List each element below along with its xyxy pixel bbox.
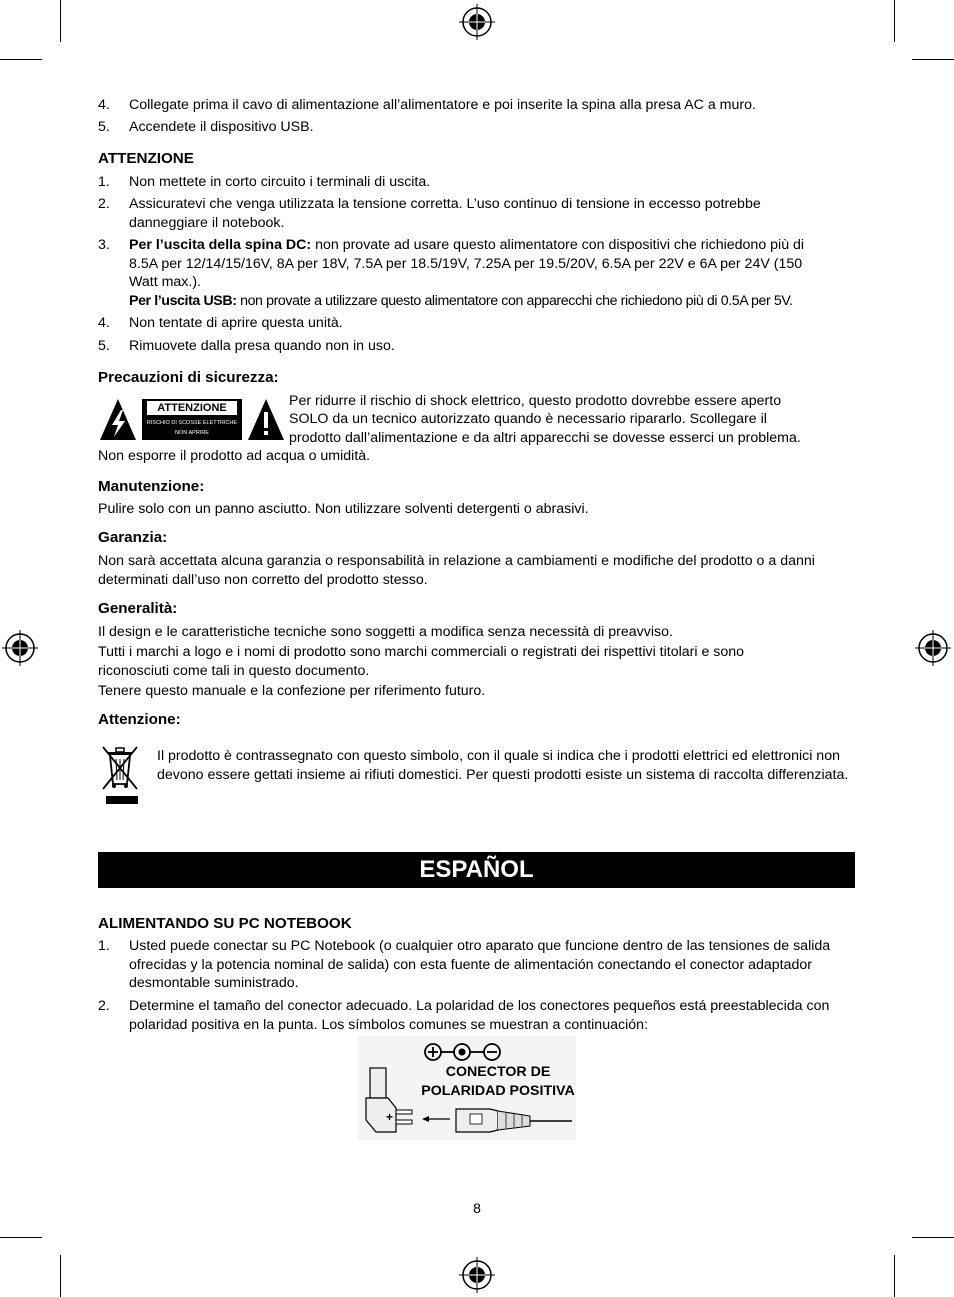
warning-subtext: RISCHIO DI SCOSSE ELETTRICHE <box>146 420 238 426</box>
paragraph: Pulire solo con un panno asciutto. Non utilizzare solventi detergenti o abrasivi. <box>98 501 589 517</box>
crop-mark <box>60 1255 61 1297</box>
weee-text: Il prodotto è contrassegnato con questo simbolo, con il quale si indica che i prodotti elettrici ed elettronici non devono essere gettati insieme ai rifiuti domestici. Per questi prodotti esiste un sistema di raccolta differenziata. <box>157 748 849 783</box>
warning-label-box <box>142 399 242 440</box>
section-heading: Manutenzione: <box>98 478 205 495</box>
exclamation-warning-icon <box>247 398 285 441</box>
list-number: 3. <box>98 237 110 253</box>
registration-mark-icon <box>2 630 38 666</box>
list-text: Non mettete in corto circuito i terminali di uscita. <box>129 174 431 190</box>
list-number: 1. <box>98 174 110 190</box>
section-heading: ATTENZIONE <box>98 150 194 167</box>
list-number: 2. <box>98 196 110 212</box>
crop-mark <box>912 1237 954 1238</box>
plus-sign: + <box>386 1110 394 1124</box>
safety-text: Per ridurre il rischio di shock elettrico, questo prodotto dovrebbe essere aperto <box>289 393 782 409</box>
warning-label: ATTENZIONE <box>147 401 237 415</box>
list-text-part: non provate a utilizzare questo alimentatore con apparecchi che richiedono più di 0.5A per 5V. <box>236 292 793 309</box>
section-heading: Garanzia: <box>98 529 168 546</box>
connector-label-line: CONECTOR DE <box>445 1064 551 1080</box>
crop-mark <box>912 59 954 60</box>
paragraph: Tenere questo manuale e la confezione per riferimento futuro. <box>98 683 486 699</box>
list-number: 4. <box>98 97 110 113</box>
warning-subtext: NON APRIRE <box>175 430 209 436</box>
weee-bin-icon <box>100 744 140 806</box>
safety-text: Non esporre il prodotto ad acqua o umidità. <box>98 448 371 464</box>
list-number: 5. <box>98 338 110 354</box>
crop-mark <box>0 1237 42 1238</box>
section-heading: ALIMENTANDO SU PC NOTEBOOK <box>98 915 352 932</box>
list-text: Accendete il dispositivo USB. <box>129 119 314 135</box>
language-section-title: ESPAÑOL <box>98 852 855 888</box>
bold-label: Per l’uscita della spina DC: <box>129 237 312 253</box>
connector-label <box>408 1063 588 1101</box>
list-text: Usted puede conectar su PC Notebook (o cualquier otro aparato que funcione dentro de las tensiones de salida ofrecidas y la potencia nominal de salida) con esta fuente de alimentación conectando el conector adaptador desmontable suministrado. <box>129 938 831 991</box>
lightning-warning-icon <box>99 398 137 441</box>
list-number: 4. <box>98 315 110 331</box>
registration-mark-icon <box>459 1257 495 1293</box>
safety-text: SOLO da un tecnico autorizzato quando è necessario ripararlo. Scollegare il <box>289 411 767 427</box>
bold-label: Per l’uscita USB: <box>129 292 237 309</box>
list-text: Non tentate di aprire questa unità. <box>129 315 343 331</box>
registration-mark-icon <box>459 4 495 40</box>
list-text: Collegate prima il cavo di alimentazione all’alimentatore e poi inserite la spina alla presa AC a muro. <box>129 97 756 113</box>
list-text: Assicuratevi che venga utilizzata la tensione corretta. L’uso continuo di tensione in eccesso potrebbe danneggiare il notebook. <box>129 196 761 231</box>
section-heading: Generalità: <box>98 600 178 617</box>
crop-mark <box>0 59 42 60</box>
list-number: 2. <box>98 998 110 1014</box>
list-number: 5. <box>98 119 110 135</box>
list-text <box>129 236 829 310</box>
list-number: 1. <box>98 938 110 954</box>
section-heading: Attenzione: <box>98 711 181 728</box>
paragraph: Il design e le caratteristiche tecniche sono soggetti a modifica senza necessità di preavviso. <box>98 624 673 640</box>
paragraph: Tutti i marchi a logo e i nomi di prodotto sono marchi commerciali o registrati dei rispettivi titolari e sono riconosciuti come tali in questo documento. <box>98 644 745 679</box>
list-text-part: non provate ad usare questo alimentatore con dispositivi che richiedono più di 8.5A per 12/14/15/16V, 8A per 18V, 7.5A per 18.5/19V, 7.25A per 19.5/20V, 6.5A per 22V e 6A per 24V (150 Watt max.). <box>129 237 805 290</box>
section-heading: Precauzioni di sicurezza: <box>98 369 279 386</box>
safety-text: prodotto dall’alimentazione e da altri apparecchi se dovesse esserci un problema. <box>289 430 801 446</box>
connector-label-line: POLARIDAD POSITIVA <box>421 1083 575 1099</box>
paragraph: Non sarà accettata alcuna garanzia o responsabilità in relazione a cambiamenti e modifiche del prodotto o a danni determinati dall’uso non corretto del prodotto stesso. <box>98 553 815 588</box>
crop-mark <box>60 0 61 42</box>
page-number: 8 <box>473 1200 481 1216</box>
list-text: Rimuovete dalla presa quando non in uso. <box>129 338 395 354</box>
crop-mark <box>894 1255 895 1297</box>
registration-mark-icon <box>915 630 951 666</box>
list-text: Determine el tamaño del conector adecuado. La polaridad de los conectores pequeños está preestablecida con polaridad positiva en la punta. Los símbolos comunes se muestran a continuación: <box>129 998 830 1033</box>
crop-mark <box>894 0 895 42</box>
